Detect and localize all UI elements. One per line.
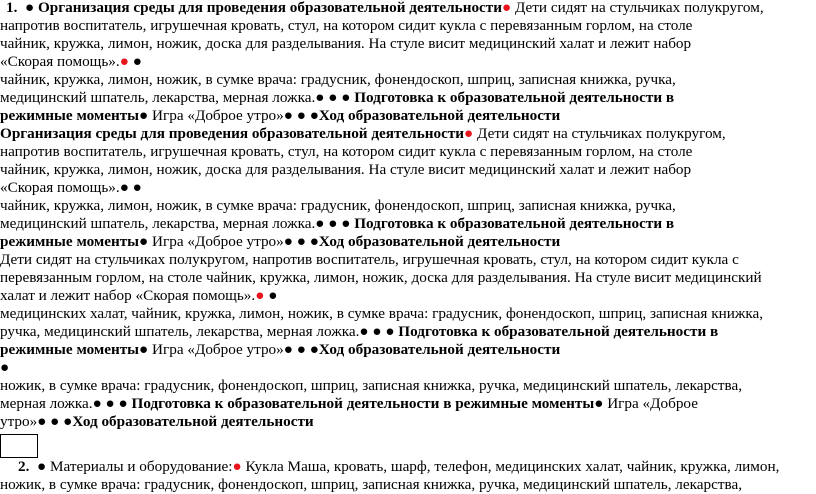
materials-label: Материалы и оборудование: bbox=[49, 458, 233, 475]
bullet-icon: ● ● ● bbox=[315, 89, 351, 106]
heading-line: Организация среды для проведения образовательной деятельности● Дети сидят на стульчиках полукругом, bbox=[0, 125, 726, 142]
text-line: Дети сидят на стульчиках полукругом, bbox=[515, 0, 764, 16]
heading-preparation: Подготовка к образовательной деятельности в bbox=[354, 215, 675, 232]
bullet-icon: ● ● bbox=[119, 179, 142, 196]
text-line-with-heading: мерная ложка.● ● ● Подготовка к образовательной деятельности в режимные моменты● Игра «Доброе bbox=[0, 395, 698, 412]
bullet-icon: ● bbox=[268, 287, 278, 304]
red-bullet-icon: ● bbox=[502, 0, 512, 16]
heading-regime: режимные моменты bbox=[0, 107, 140, 124]
item-2-line: 2. ● Материалы и оборудование:● Кукла Маша, кровать, шарф, телефон, медицинских халат, чайник, кружка, лимон, bbox=[18, 458, 780, 475]
text-line-with-heading: режимные моменты● Игра «Доброе утро»● ● ●Ход образовательной деятельности bbox=[0, 233, 561, 250]
bullet-icon: ● ● ● bbox=[315, 215, 351, 232]
bullet-icon: ● bbox=[139, 107, 149, 124]
text-line-with-heading: медицинский шпатель, лекарства, мерная ложка.● ● ● Подготовка к образовательной деятельности в bbox=[0, 215, 675, 232]
heading-organization: Организация среды для проведения образовательной деятельности bbox=[0, 125, 465, 142]
heading-organization: Организация среды для проведения образовательной деятельности bbox=[37, 0, 503, 16]
bullet-icon: ● ● ● bbox=[283, 107, 319, 124]
text-line-with-heading: режимные моменты● Игра «Доброе утро»● ● ●Ход образовательной деятельности bbox=[0, 341, 561, 358]
text-line-with-heading bbox=[0, 107, 560, 125]
heading-course: Ход образовательной деятельности bbox=[318, 107, 561, 124]
text-line: чайник, кружка, лимон, ножик, доска для разделывания. На стуле висит медицинский халат и лежит набор bbox=[0, 35, 692, 52]
item-2-number: 2. bbox=[18, 458, 30, 475]
text-line-with-bullets: халат и лежит набор «Скорая помощь».● ● bbox=[0, 287, 278, 304]
text-line-with-bullets: «Скорая помощь».● ● bbox=[0, 179, 142, 196]
text-line: ножик, в сумке врача: градусник, фонендоскоп, шприц, записная книжка, ручка, медицинский шпатель, лекарства, bbox=[0, 476, 742, 493]
red-bullet-icon: ● bbox=[255, 287, 265, 304]
text-line: Дети сидят на стульчиках полукругом, напротив воспитатель, игрушечная кровать, стул, на котором сидит кукла с bbox=[0, 251, 739, 268]
text-line-with-heading: медицинский шпатель, лекарства, мерная ложка.● ● ● Подготовка к образовательной деятельности в bbox=[0, 89, 675, 106]
text-line: медицинских халат, чайник, кружка, лимон, ножик, в сумке врача: градусник, фонендоскоп, шприц, записная книжка, bbox=[0, 305, 764, 322]
bullet-icon: ● bbox=[24, 0, 35, 16]
item-1-number: 1. bbox=[6, 0, 18, 16]
heading-preparation: Подготовка к образовательной деятельности в bbox=[354, 89, 675, 106]
text-line-with-bullets: «Скорая помощь».● ● bbox=[0, 53, 142, 70]
red-bullet-icon: ● bbox=[119, 53, 129, 70]
text-line: чайник, кружка, лимон, ножик, в сумке врача: градусник, фонендоскоп, шприц, записная книжка, ручка, bbox=[0, 197, 676, 214]
bullet-icon: ● bbox=[0, 359, 10, 376]
text-line: чайник, кружка, лимон, ножик, доска для разделывания. На стуле висит медицинский халат и лежит набор bbox=[0, 161, 692, 178]
game-text: Игра «Доброе утро» bbox=[152, 107, 284, 124]
text-line-with-heading: ручка, медицинский шпатель, лекарства, мерная ложка.● ● ● Подготовка к образовательной деятельности в bbox=[0, 323, 719, 340]
text-line: ножик, в сумке врача: градусник, фонендоскоп, шприц, записная книжка, ручка, медицинский шпатель, лекарства, bbox=[0, 377, 742, 394]
empty-frame bbox=[0, 434, 38, 458]
bullet-icon: ● bbox=[132, 53, 142, 70]
red-bullet-icon: ● bbox=[464, 125, 474, 142]
text-line: напротив воспитатель, игрушечная кровать, стул, на котором сидит кукла с перевязанным горлом, на столе bbox=[0, 143, 693, 160]
text-line: напротив воспитатель, игрушечная кровать, стул, на котором сидит кукла с перевязанным горлом, на столе bbox=[0, 17, 693, 34]
text-line: чайник, кружка, лимон, ножик, в сумке врача: градусник, фонендоскоп, шприц, записная книжка, ручка, bbox=[0, 71, 676, 88]
red-bullet-icon: ● bbox=[232, 458, 242, 475]
text-line: перевязанным горлом, на столе чайник, кружка, лимон, ножик, доска для разделывания. На стуле висит медицинский bbox=[0, 269, 762, 286]
text-line-with-heading: утро»● ● ●Ход образовательной деятельности bbox=[0, 413, 314, 430]
item-1-heading-line bbox=[6, 0, 764, 17]
